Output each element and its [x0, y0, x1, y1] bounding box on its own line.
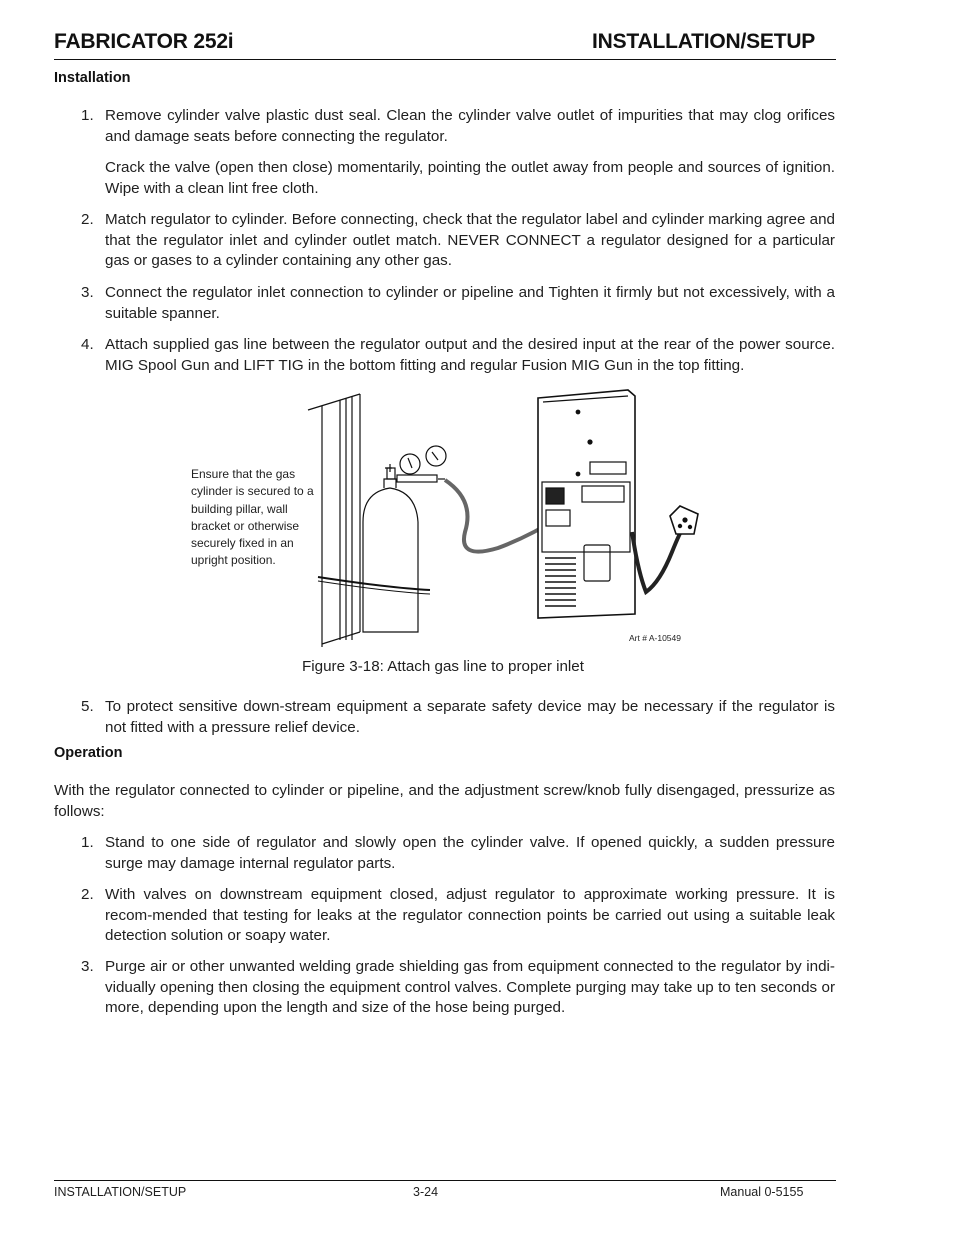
install-step-5-paragraph: To protect sensitive down-stream equipment a separate safety device may be necessary if the regulator is not fitted with a pressure relief device.: [105, 698, 835, 736]
footer-manual-number: Manual 0-5155: [720, 1185, 804, 1199]
footer-rule: [54, 1180, 836, 1181]
operation-step-1-paragraph: Stand to one side of regulator and slowly open the cylinder valve. If opened quickly, a sudden pressure surge may damage internal regulator parts.: [105, 834, 835, 872]
install-step-4-number: 4.: [81, 336, 94, 353]
install-step-3-paragraph: Connect the regulator inlet connection to cylinder or pipeline and Tighten it firmly but not excessively, with a suitable spanner.: [105, 284, 835, 322]
install-step-2-number: 2.: [81, 211, 94, 228]
install-step-3-number: 3.: [81, 284, 94, 301]
header-rule: [54, 59, 836, 60]
operation-step-1-number: 1.: [81, 834, 94, 851]
footer-page-number: 3-24: [413, 1185, 439, 1199]
operation-step-3-paragraph: Purge air or other unwanted welding grade shielding gas from equipment connected to the regulator by indi-vidually opening then closing the equipment control valves. Complete purging may take up to ten seconds or more, depending upon the length and size of the hose being purged.: [105, 958, 835, 1017]
figure-caption: Figure 3-18: Attach gas line to proper inlet: [302, 658, 584, 675]
install-step-5-number: 5.: [81, 698, 94, 715]
install-step-4-paragraph: Attach supplied gas line between the regulator output and the desired input at the rear of the power source. MIG Spool Gun and LIFT TIG in the bottom fitting and regular Fusion MIG Gun in the top fitting.: [105, 336, 835, 374]
footer-section: INSTALLATION/SETUP: [54, 1185, 187, 1199]
installation-heading: Installation: [54, 70, 131, 86]
operation-step-2-number: 2.: [81, 886, 94, 903]
operation-step-3-number: 3.: [81, 958, 94, 975]
install-step-1-paragraph-1: Remove cylinder valve plastic dust seal. Clean the cylinder valve outlet of impurities that may clog orifices and damage seats before connecting the regulator.: [105, 107, 835, 145]
figure-callout-text: Ensure that the gas cylinder is secured to a building pillar, wall bracket or otherwise securely fixed in an upright position.: [191, 467, 314, 568]
install-step-1-paragraph-2: Crack the valve (open then close) momentarily, pointing the outlet away from people and sources of ignition. Wipe with a clean lint free cloth.: [105, 159, 835, 197]
operation-heading: Operation: [54, 745, 123, 761]
figure-art-number: Art # A-10549: [629, 633, 681, 643]
install-step-2-paragraph: Match regulator to cylinder. Before connecting, check that the regulator label and cylinder marking agree and that the regulator inlet and cylinder outlet match. NEVER CONNECT a regulator designed for a particular gas or gases to a cylinder containing any other gas.: [105, 211, 835, 270]
header-section-title: INSTALLATION/SETUP: [592, 30, 816, 53]
operation-step-2-paragraph: With valves on downstream equipment closed, adjust regulator to approximate working pressure. It is recom-mended that testing for leaks at the regulator connection points be carried out using a suitable leak detection solution or soapy water.: [105, 886, 835, 945]
operation-intro: With the regulator connected to cylinder or pipeline, and the adjustment screw/knob fully disengaged, pressurize as follows:: [54, 782, 835, 820]
header-product-title: FABRICATOR 252i: [54, 30, 234, 53]
install-step-1-number: 1.: [81, 107, 94, 124]
